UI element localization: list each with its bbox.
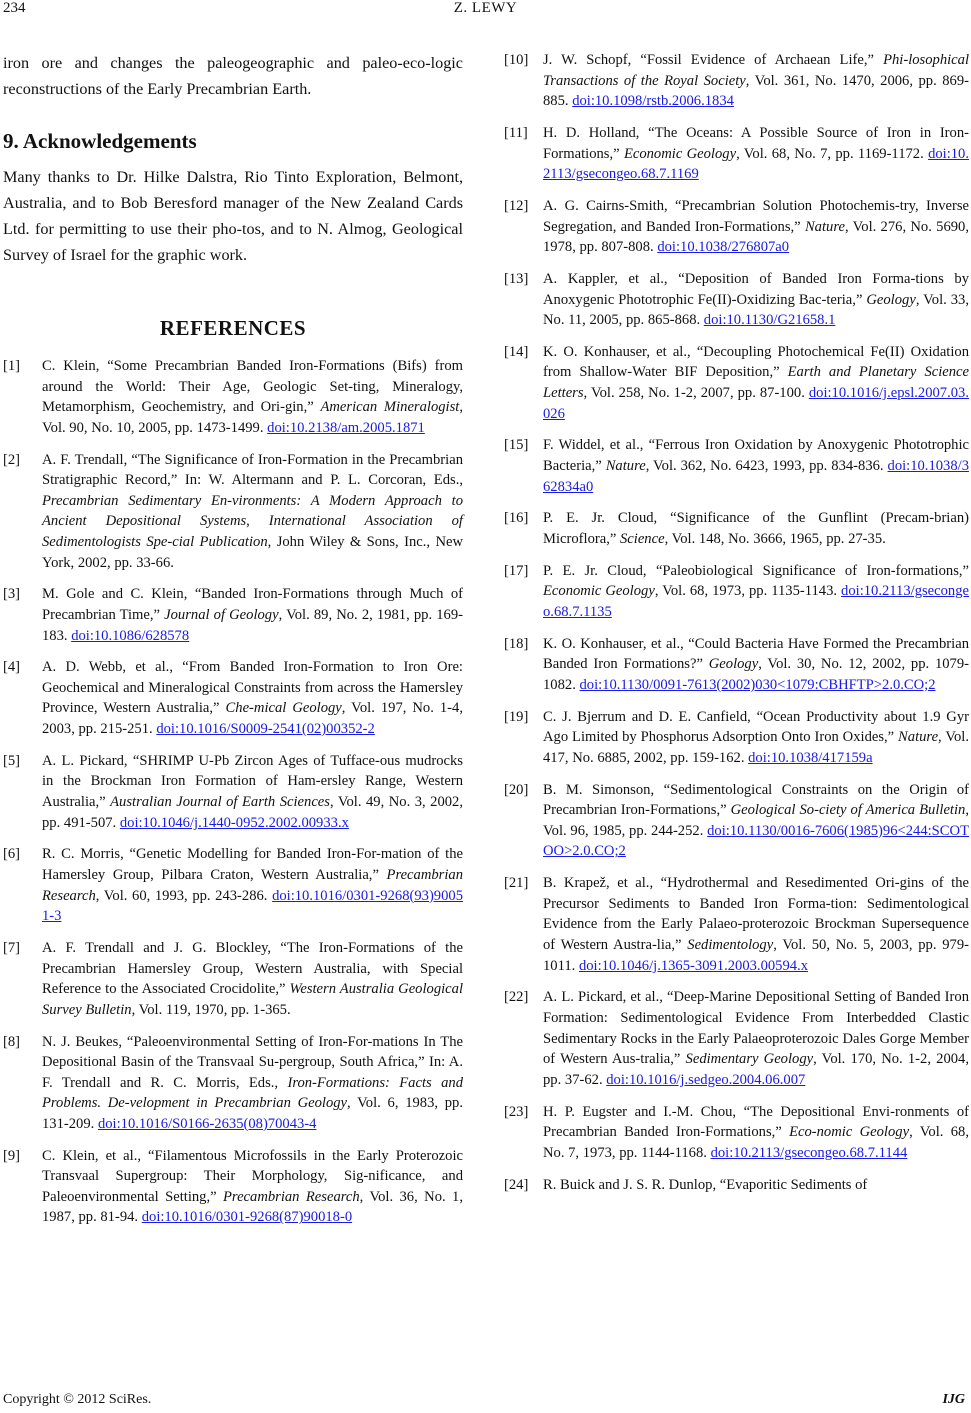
reference-details: , Vol. 90, No. 10, 2005, pp. 1473-1499. [42,399,463,436]
reference-item [504,1102,969,1164]
reference-details: , Vol. 33, No. 11, 2005, pp. 865-868. [543,291,969,329]
reference-doi-link[interactable]: doi:10.1038/276807a0 [657,239,790,256]
reference-source: Western Australia Geological Survey Bulletin [42,981,463,1018]
reference-item [504,561,969,623]
reference-text [543,634,969,696]
reference-number: [20] [504,781,529,798]
reference-number: [15] [504,437,529,454]
reference-doi-link[interactable]: doi:10.1016/S0166-2635(08)70043-4 [97,1115,317,1132]
reference-number: [2] [3,451,21,468]
reference-doi-link[interactable]: doi:10.1038/362834a0 [543,458,969,495]
reference-item [3,1146,463,1228]
reference-item [504,50,969,112]
footer-copyright: Copyright © 2012 SciRes. [3,1392,152,1407]
reference-source: Journal of Geology [164,606,279,623]
reference-text [42,751,463,833]
reference-doi-link[interactable]: doi:10.2113/gsecongeo.68.7.1135 [543,583,969,620]
reference-source: Sedimentology [687,937,774,954]
reference-authors-title: B. M. Simonson, “Sedimentological Constraints on the Origin of Precambrian Iron-Formations,” [543,781,969,819]
references-title: REFERENCES [159,316,307,340]
reference-source: Australian Journal of Earth Sciences [110,794,330,811]
reference-details: , Vol. 36, No. 1, 1987, pp. 81-94. [42,1188,463,1226]
reference-source: Sedimentary Geology [685,1051,814,1068]
reference-authors-title: F. Widdel, et al., “Ferrous Iron Oxidation by Anoxygenic Phototrophic Bacteria,” [543,437,969,475]
reference-details: , Vol. 170, No. 1-2, 2004, pp. 37-62. [543,1051,969,1088]
reference-doi-link[interactable]: doi:10.1098/rstb.2006.1834 [572,93,734,110]
reference-list-right [504,50,969,1195]
reference-number: [12] [504,197,529,214]
reference-authors-title: J. W. Schopf, “Fossil Evidence of Archaean Life,” [543,52,884,68]
reference-text [42,1032,463,1135]
reference-text [543,873,969,976]
reference-number: [23] [504,1103,529,1120]
reference-source: Precambrian Sedimentary En-vironments: A Modern Approach to Ancient Depositional Systems, International Association of Sedimentologists Spe-cial Publication [42,492,463,550]
reference-number: [16] [504,510,529,527]
reference-authors-title: A. F. Trendall and J. G. Blockley, “The Iron-Formations of the Precambrian Hamersley Group, Western Australia, with Special Reference to the Associated Crocidolite,” [42,939,463,998]
reference-number: [13] [504,270,529,287]
reference-text [543,1175,969,1196]
reference-number: [3] [3,586,21,603]
reference-source: Phi-losophical Transactions of the Royal Society [543,52,969,89]
reference-source: Science [620,531,665,547]
reference-number: [5] [3,752,21,769]
reference-details: , Vol. 68, No. 7, pp. 1169-1172. [736,145,929,162]
reference-text [42,356,463,438]
reference-doi-link[interactable]: doi:10.2113/gsecongeo.68.7.1169 [543,145,970,183]
reference-authors-title: C. Klein, “Some Precambrian Banded Iron-Formations (Bifs) from around the World: Their Age, Geologic Set-ting, Mineralogy, Metamorphism, Geochemistry, and Ori-gin,” [42,358,463,416]
reference-number: [9] [3,1147,21,1164]
reference-item [504,707,969,769]
reference-authors-title: K. O. Konhauser, et al., “Decoupling Photochemical Fe(II) Oxidation from Shallow-Water BIF Deposition,” [543,343,969,381]
reference-doi-link[interactable]: doi:10.1046/j.1440-0952.2002.00933.x [119,814,349,831]
reference-text [42,938,463,1020]
reference-source: Geology [708,656,759,673]
reference-item [3,657,463,739]
reference-number: [17] [504,562,529,579]
reference-item [504,508,969,549]
reference-doi-link[interactable]: doi:10.1130/0091-7613(2002)030<1079:CBHFTP>2.0.CO;2 [579,676,936,693]
reference-doi-link[interactable]: doi:10.1046/j.1365-3091.2003.00594.x [578,957,808,974]
reference-details: , Vol. 68, 1973, pp. 1135-1143. [654,583,842,600]
reference-text [543,780,969,862]
reference-authors-title: H. P. Eugster and I.-M. Chou, “The Depositional Envi-ronments of Precambrian Banded Iron-Formations,” [543,1103,969,1141]
reference-details: , Vol. 60, 1993, pp. 243-286. [95,887,273,904]
footer-journal: IJG [942,1392,965,1407]
reference-item [3,1032,463,1135]
reference-item [504,342,969,424]
reference-details: , John Wiley & Sons, Inc., New York, 2002, pp. 33-66. [42,533,463,571]
reference-source: Nature [804,218,845,235]
reference-authors-title: M. Gole and C. Klein, “Banded Iron-Formations through Much of Precambrian Time,” [42,586,463,623]
reference-authors-title: A. G. Cairns-Smith, “Precambrian Solution Photochemis-try, Inverse Segregation, and Banded Iron-Formations,” [543,197,969,235]
reference-item [504,123,969,185]
reference-details: , Vol. 50, No. 5, 2003, pp. 979-1011. [543,937,969,974]
reference-item [504,269,969,331]
reference-item [504,873,969,976]
running-header-author: Z. LEWY [453,0,518,16]
reference-details: , Vol. 96, 1985, pp. 244-252. [543,802,969,839]
reference-doi-link[interactable]: doi:10.1130/G21658.1 [703,312,836,329]
reference-authors-title: A. D. Webb, et al., “From Banded Iron-Formation to Iron Ore: Geochemical and Mineralogical Constraints from across the Hamersley Province, Western Australia,” [42,659,463,717]
reference-item [504,634,969,696]
reference-text [543,123,969,185]
reference-source: Iron-Formations: Facts and Problems. De-velopment in Precambrian Geology [42,1074,463,1112]
reference-text [543,435,969,497]
reference-source: Eco-nomic Geology [789,1124,910,1141]
reference-text [42,657,463,739]
reference-item [504,435,969,497]
reference-item [504,196,969,258]
reference-number: [4] [3,659,21,676]
reference-text [543,342,969,424]
reference-number: [7] [3,939,21,956]
reference-details: , Vol. 197, No. 1-4, 2003, pp. 215-251. [42,700,463,738]
reference-item [3,356,463,438]
reference-source: Precambrian Research [42,867,463,904]
reference-authors-title: A. L. Pickard, “SHRIMP U-Pb Zircon Ages of Tufface-ous mudrocks in the Brockman Iron Formation of Ham-ersley Range, Western Australia,” [42,752,463,811]
reference-authors-title: B. Krapež, et al., “Hydrothermal and Resedimented Ori-gins of the Precursor Sediments to Banded Iron Forma-tion: Sedimentological Evidence from the Early Palaeo-proterozoic Brockman Supersequence of Western Austra-lia,” [543,875,969,954]
reference-details: , Vol. 49, No. 3, 2002, pp. 491-507. [42,794,463,831]
reference-doi-link[interactable]: doi:10.1016/0301-9268(87)90018-0 [141,1209,353,1226]
reference-details: , Vol. 361, No. 1470, 2006, pp. 869-885. [543,72,969,110]
reference-details: , Vol. 148, No. 3666, 1965, pp. 27-35. [664,531,886,547]
reference-item [504,780,969,862]
reference-source: Geological So-ciety of America Bulletin [730,802,966,819]
reference-item [3,844,463,926]
reference-text [543,269,969,331]
reference-authors-title: N. J. Beukes, “Paleoenvironmental Setting of Iron-For-mations In The Depositional Basin of the Transvaal Su-pergroup, South Africa,” In: A. F. Trendall and R. C. Morris, Eds., [42,1033,463,1091]
reference-authors-title: H. D. Holland, “The Oceans: A Possible Source of Iron in Iron-Formations,” [543,124,969,162]
reference-details: , Vol. 362, No. 6423, 1993, pp. 834-836. [645,458,888,475]
reference-doi-link[interactable]: doi:10.2138/am.2005.1871 [267,419,425,436]
reference-number: [6] [3,846,21,863]
reference-source: Economic Geology [543,583,655,600]
reference-item [3,584,463,646]
page-number: 234 [3,0,26,16]
reference-item [3,938,463,1020]
reference-authors-title: A. Kappler, et al., “Deposition of Banded Iron Forma-tions by Anoxygenic Phototrophic Fe(II)-Oxidizing Bac-teria,” [543,270,969,308]
reference-doi-link[interactable]: doi:10.1130/0016-7606(1985)96<244:SCOTOO>2.0.CO;2 [543,822,969,860]
reference-number: [14] [504,343,529,360]
reference-number: [22] [504,989,529,1006]
reference-number: [1] [3,358,21,374]
reference-number: [19] [504,708,529,725]
reference-authors-title: R. C. Morris, “Genetic Modelling for Banded Iron-For-mation of the Hamersley Group, Pilbara Craton, Western Australia,” [42,846,463,883]
left-column [3,50,463,1239]
reference-list-left [3,356,463,1228]
reference-item [504,1175,969,1196]
reference-text [543,1102,969,1164]
reference-text [42,450,463,574]
reference-text [543,50,969,112]
reference-text [543,987,969,1090]
reference-number: [21] [504,875,529,892]
reference-authors-title: C. J. Bjerrum and D. E. Canfield, “Ocean Productivity about 1.9 Gyr Ago Limited by Phosphorus Adsorption Onto Iron Oxides,” [543,708,969,746]
reference-details: , Vol. 30, No. 12, 2002, pp. 1079-1082. [543,656,969,693]
reference-details: , Vol. 89, No. 2, 1981, pp. 169-183. [42,606,463,644]
reference-text [543,196,969,258]
reference-source: Economic Geology [623,145,737,162]
reference-doi-link[interactable]: doi:10.1086/628578 [71,627,190,644]
reference-source: Precambrian Research [223,1188,360,1205]
reference-text [543,707,969,769]
reference-text [42,844,463,926]
reference-doi-link[interactable]: doi:10.1038/417159a [748,749,873,766]
reference-authors-title: R. Buick and J. S. R. Dunlop, “Evaporitic Sediments of [543,1176,868,1193]
reference-text [543,508,969,549]
reference-number: [11] [504,124,528,141]
reference-details: , Vol. 276, No. 5690, 1978, pp. 807-808. [543,218,969,256]
reference-authors-title: A. F. Trendall, “The Significance of Iron-Formation in the Precambrian Stratigraphic Record,” In: W. Altermann and P. L. Corcoran, Eds., [42,451,463,489]
reference-number: [8] [3,1033,21,1050]
reference-item [3,751,463,833]
reference-details: , Vol. 258, No. 1-2, 2007, pp. 87-100. [583,385,809,402]
right-column [504,50,969,1206]
reference-doi-link[interactable]: doi:10.1016/0301-9268(93)90051-3 [42,887,463,925]
reference-number: [10] [504,52,529,68]
section-title-acknowledgements: 9. Acknowledgements [3,129,197,153]
reference-doi-link[interactable]: doi:10.2113/gsecongeo.68.7.1144 [710,1144,908,1161]
reference-source: Nature [898,729,939,746]
reference-source: American Mineralogist [320,399,460,416]
reference-doi-link[interactable]: doi:10.1016/S0009-2541(02)00352-2 [156,721,375,738]
reference-details: , Vol. 417, No. 6885, 2002, pp. 159-162. [543,729,969,766]
reference-details: , Vol. 119, 1970, pp. 1-365. [131,1001,291,1018]
reference-number: [24] [504,1176,529,1193]
reference-authors-title: C. Klein, et al., “Filamentous Microfossils in the Early Proterozoic Transvaal Supergroup: Their Morphology, Sig-nificance, and Paleoenvironmental Setting,” [42,1147,463,1205]
reference-item [3,450,463,574]
reference-source: Nature [605,458,646,475]
reference-doi-link[interactable]: doi:10.1016/j.sedgeo.2004.06.007 [606,1071,806,1088]
reference-text [42,1146,463,1228]
reference-authors-title: A. L. Pickard, et al., “Deep-Marine Depositional Setting of Banded Iron Formation: Sedimentological Evidence From Interbedded Clastic Sedimentary Rocks in the Early Palaeoproterozoic Dales Gorge Member of Western Aus-tralia,” [543,989,969,1068]
reference-details: , Vol. 68, No. 7, 1973, pp. 1144-1168. [543,1124,969,1161]
intro-paragraph: iron ore and changes the paleogeographic and paleo-eco-logic reconstructions of the Early Precambrian Earth. [3,54,463,98]
reference-authors-title: P. E. Jr. Cloud, “Paleobiological Significance of Iron-formations,” [543,562,969,579]
reference-authors-title: P. E. Jr. Cloud, “Significance of the Gunflint (Precam-brian) Microflora,” [543,510,969,547]
reference-source: Geology [866,291,916,308]
reference-source: Earth and Planetary Science Letters [543,364,970,402]
reference-number: [18] [504,635,529,652]
reference-item [504,987,969,1090]
reference-text [543,561,969,623]
reference-details: , Vol. 6, 1983, pp. 131-209. [42,1095,463,1132]
acknowledgements-paragraph: Many thanks to Dr. Hilke Dalstra, Rio Tinto Exploration, Belmont, Australia, and to Bob Beresford manager of the New Zealand Cards Ltd. for permitting to use their pho-tos, and to N. Almog, Geological Survey of Israel for the graphic work. [3,168,463,264]
reference-doi-link[interactable]: doi:10.1016/j.epsl.2007.03.026 [543,385,969,422]
reference-text [42,584,463,646]
reference-authors-title: K. O. Konhauser, et al., “Could Bacteria Have Formed the Precambrian Banded Iron Formations?” [543,635,969,673]
reference-source: Che-mical Geology [225,700,342,717]
